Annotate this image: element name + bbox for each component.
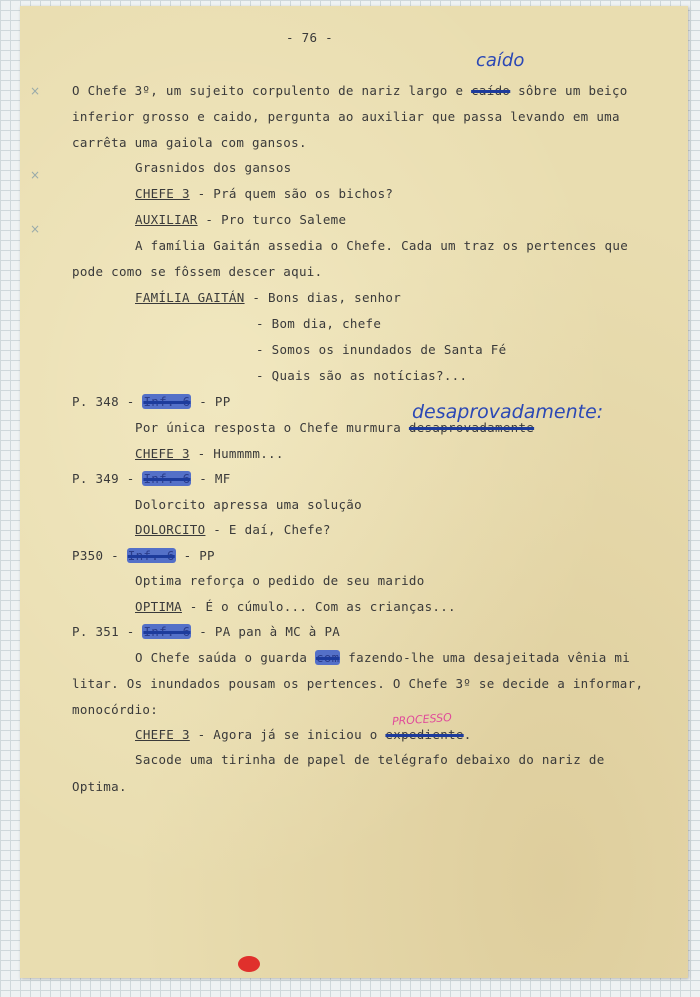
shot-number: P. 349 -: [72, 471, 143, 486]
speech: - Bons dias, senhor: [244, 290, 402, 305]
text-segment: sôbre um beiço: [510, 83, 628, 98]
speaker-name: OPTIMA: [135, 599, 182, 614]
speaker-name: CHEFE 3: [135, 186, 190, 201]
struck-word: Inf. 6: [143, 471, 191, 486]
speech: - Pro turco Saleme: [197, 212, 347, 227]
stage-direction: Grasnidos dos gansos: [135, 160, 292, 175]
struck-word: Inf. 6: [127, 548, 175, 563]
struck-word: expediente: [385, 727, 464, 742]
speech: - É o cúmulo... Com as crianças...: [181, 599, 456, 614]
text-line: Optima reforça o pedido de seu marido: [135, 573, 425, 588]
text-segment: O Chefe 3º, um sujeito corpulento de nariz largo e: [72, 83, 472, 98]
text-segment: fazendo-lhe uma desajeitada vênia mi: [340, 650, 631, 665]
shot-type: - PP: [175, 548, 215, 563]
speaker-name: DOLORCITO: [135, 522, 206, 537]
dialogue-continuation: - Bom dia, chefe: [256, 316, 382, 331]
shot-label: [72, 624, 340, 639]
margin-mark: ×: [30, 222, 41, 236]
text-line: [135, 420, 534, 435]
page-number: - 76 -: [286, 30, 333, 45]
speaker-name: AUXILIAR: [135, 212, 198, 227]
struck-word: caído: [471, 83, 511, 98]
dialogue-line: [135, 446, 284, 461]
text-line: carrêta uma gaiola com gansos.: [72, 135, 307, 150]
red-stamp-dot: [238, 956, 260, 972]
speech: - E daí, Chefe?: [205, 522, 331, 537]
speech: - Hummmm...: [189, 446, 284, 461]
text-line: Optima.: [72, 779, 127, 794]
paper-sheet: [20, 6, 688, 978]
handwritten-processo: PROCESSO: [391, 710, 453, 729]
text-line: pode como se fôssem descer aqui.: [72, 264, 323, 279]
dialogue-line: [135, 212, 346, 227]
text-line: A família Gaitán assedia o Chefe. Cada um traz os pertences que: [135, 238, 629, 253]
shot-type: - PP: [191, 394, 231, 409]
margin-mark: ×: [30, 84, 41, 98]
text-line: Sacode uma tirinha de papel de telégrafo debaixo do nariz de: [135, 752, 605, 767]
shot-number: P350 -: [72, 548, 127, 563]
dialogue-line: [135, 727, 472, 742]
struck-word: desaprovadamente: [408, 420, 535, 435]
text-line: litar. Os inundados pousam os pertences. O Chefe 3º se decide a informar,: [72, 676, 644, 691]
text-line: inferior grosso e caido, pergunta ao auxiliar que passa levando em uma: [72, 109, 620, 124]
handwritten-desaprovadamente: desaprovadamente:: [412, 401, 604, 423]
speaker-name: FAMÍLIA GAITÁN: [135, 290, 245, 305]
text-segment: Por única resposta o Chefe murmura: [135, 420, 409, 435]
shot-label: [72, 548, 215, 563]
speaker-name: CHEFE 3: [135, 727, 190, 742]
shot-type: - PA pan à MC à PA: [191, 624, 341, 639]
struck-word: Inf. 6: [143, 394, 191, 409]
handwritten-caido: caído: [476, 50, 525, 71]
shot-type: - MF: [191, 471, 231, 486]
text-line: Dolorcito apressa uma solução: [135, 497, 362, 512]
struck-word: Inf. 6: [143, 624, 191, 639]
dialogue-line: [135, 599, 456, 614]
speech: .: [463, 727, 472, 742]
dialogue-line: [135, 186, 393, 201]
shot-number: P. 351 -: [72, 624, 143, 639]
text-line: monocórdio:: [72, 702, 159, 717]
speech: - Agora já se iniciou o: [189, 727, 386, 742]
margin-mark: ×: [30, 168, 41, 182]
dialogue-line: [135, 290, 401, 305]
text-line: [72, 83, 628, 98]
struck-word: com: [316, 650, 340, 665]
shot-number: P. 348 -: [72, 394, 143, 409]
text-segment: O Chefe saúda o guarda: [135, 650, 315, 665]
shot-label: [72, 471, 231, 486]
text-line: [135, 650, 630, 665]
dialogue-continuation: - Quais são as notícias?...: [256, 368, 468, 383]
dialogue-line: [135, 522, 331, 537]
dialogue-continuation: - Somos os inundados de Santa Fé: [256, 342, 507, 357]
speaker-name: CHEFE 3: [135, 446, 190, 461]
speech: - Prá quem são os bichos?: [189, 186, 394, 201]
shot-label: [72, 394, 231, 409]
